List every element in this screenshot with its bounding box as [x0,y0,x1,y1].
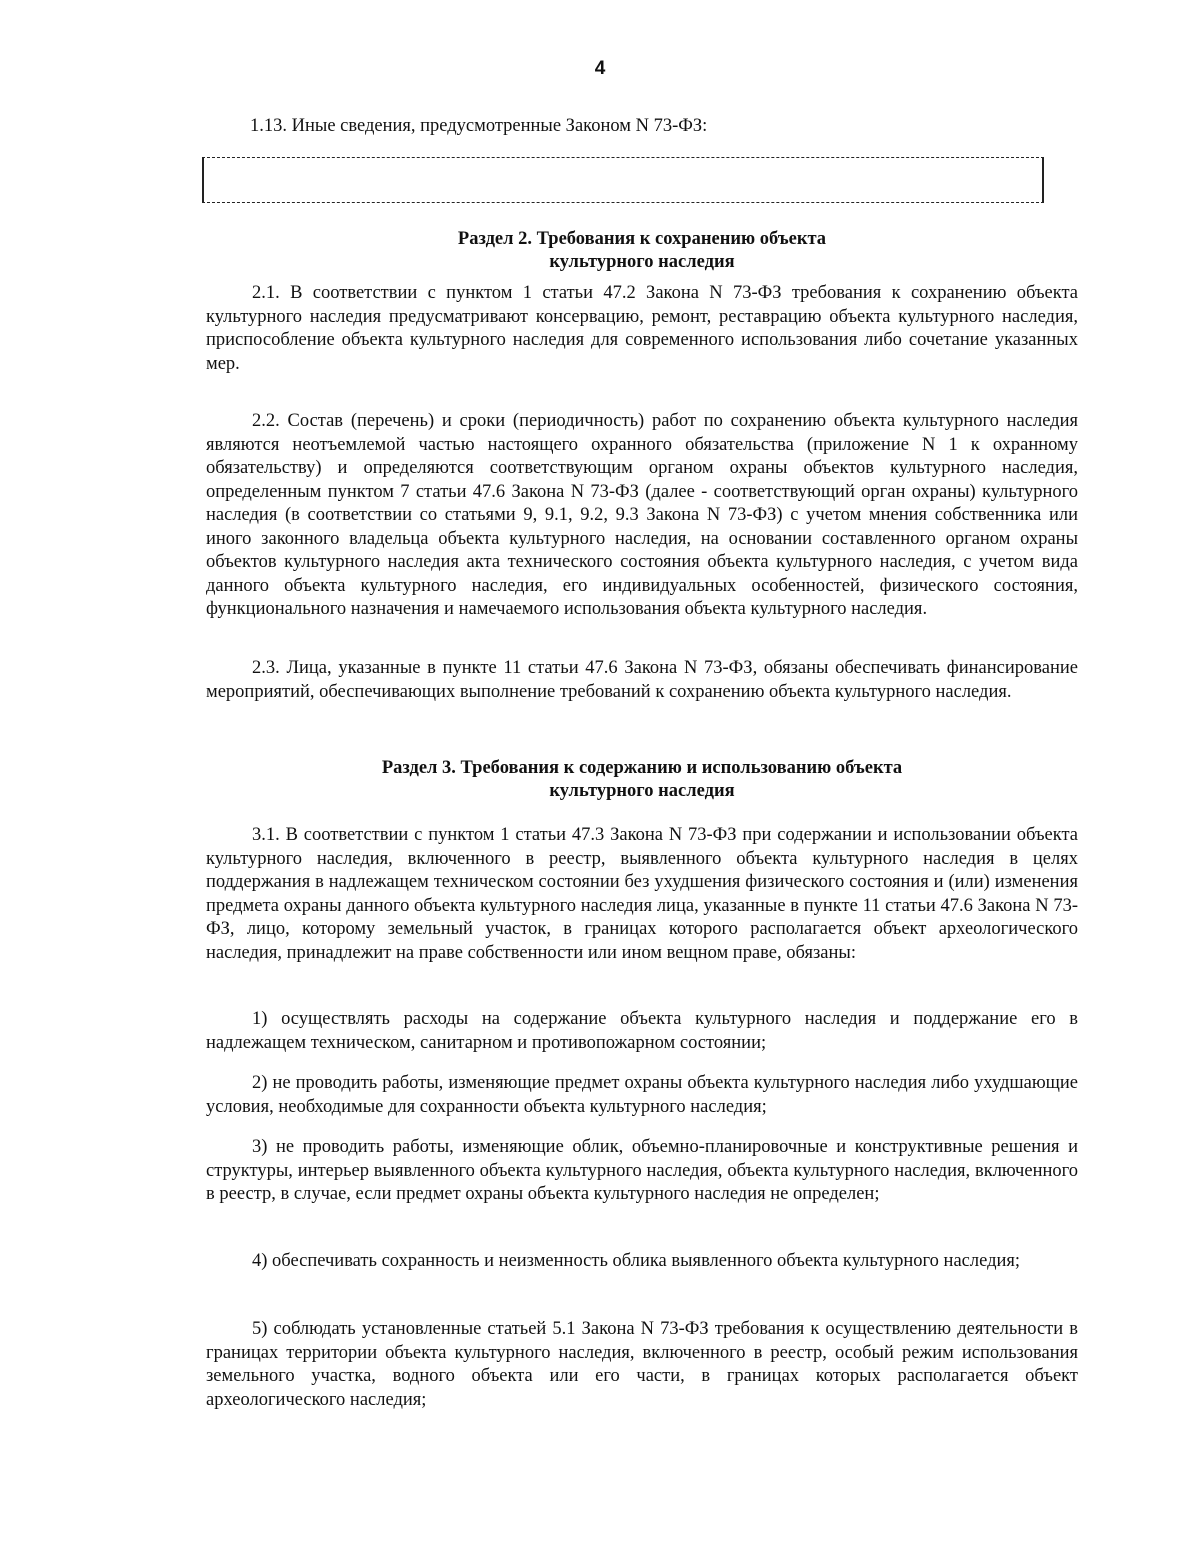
list-item: 3) не проводить работы, изменяющие облик, объемно-планировочные и конструктивные решения и структуры, интерьер выявленного объекта культурного наследия, объекта культурного наследия, включенного в реестр, в случае, если предмет охраны объекта культурного наследия не определен; [206,1137,1078,1204]
section-3-heading [206,757,1078,803]
section-3-title-line1: Раздел 3. Требования к содержанию и использованию объекта [381,758,903,778]
paragraph-2-3: 2.3. Лица, указанные в пункте 11 статьи 47.6 Закона N 73-ФЗ, обязаны обеспечивать финансирование мероприятий, обеспечивающих выполнение требований к сохранению объекта культурного наследия. [206,658,1078,702]
other-info-box [202,157,1044,203]
item-1-13: 1.13. Иные сведения, предусмотренные Законом N 73-ФЗ: [250,116,708,136]
paragraph-3-1: 3.1. В соответствии с пунктом 1 статьи 47.3 Закона N 73-ФЗ при содержании и использовании объекта культурного наследия, включенного в реестр, выявленного объекта культурного наследия в целях поддержания в надлежащем техническом состоянии без ухудшения физического состояния и (или) изменения предмета охраны данного объекта культурного наследия лица, указанные в пункте 11 статьи 47.6 Закона N 73-ФЗ, лицо, которому земельный участок, в границах которого располагается объект археологического наследия, принадлежит на праве собственности или ином вещном праве, обязаны: [206,825,1078,963]
list-item: 4) обеспечивать сохранность и неизменность облика выявленного объекта культурного наследия; [252,1251,1021,1271]
section-2-heading [206,228,1078,274]
section-2-title-line2: культурного наследия [549,252,735,272]
list-item: 1) осуществлять расходы на содержание объекта культурного наследия и поддержание его в надлежащем техническом, санитарном и противопожарном состоянии; [206,1009,1078,1053]
list-item: 2) не проводить работы, изменяющие предмет охраны объекта культурного наследия либо ухудшающие условия, необходимые для сохранности объекта культурного наследия; [206,1073,1078,1117]
page-number: 4 [594,58,606,79]
paragraph-2-1: 2.1. В соответствии с пунктом 1 статьи 47.2 Закона N 73-ФЗ требования к сохранению объекта культурного наследия предусматривают консервацию, ремонт, реставрацию объекта культурного наследия, приспособление объекта культурного наследия для современного использования либо сочетание указанных мер. [206,283,1078,374]
section-3-title-line2: культурного наследия [549,781,735,801]
section-2-title-line1: Раздел 2. Требования к сохранению объекта [457,229,827,249]
list-item: 5) соблюдать установленные статьей 5.1 Закона N 73-ФЗ требования к осуществлению деятельности в границах территории объекта культурного наследия, включенного в реестр, особый режим использования земельного участка, водного объекта или его части, в границах которых располагается объект археологического наследия; [206,1319,1078,1410]
paragraph-2-2: 2.2. Состав (перечень) и сроки (периодичность) работ по сохранению объекта культурного наследия являются неотъемлемой частью настоящего охранного обязательства (приложение N 1 к охранному обязательству) и определяются соответствующим органом охраны объектов культурного наследия, определенным пунктом 7 статьи 47.6 Закона N 73-ФЗ (далее - соответствующий орган охраны) культурного наследия (в соответствии со статьями 9, 9.1, 9.2, 9.3 Закона N 73-ФЗ) с учетом мнения собственника или иного законного владельца объекта культурного наследия, на основании составленного органом охраны объектов культурного наследия акта технического состояния объекта культурного наследия, с учетом вида данного объекта культурного наследия, его индивидуальных особенностей, физического состояния, функционального назначения и намечаемого использования объекта культурного наследия. [206,411,1078,619]
